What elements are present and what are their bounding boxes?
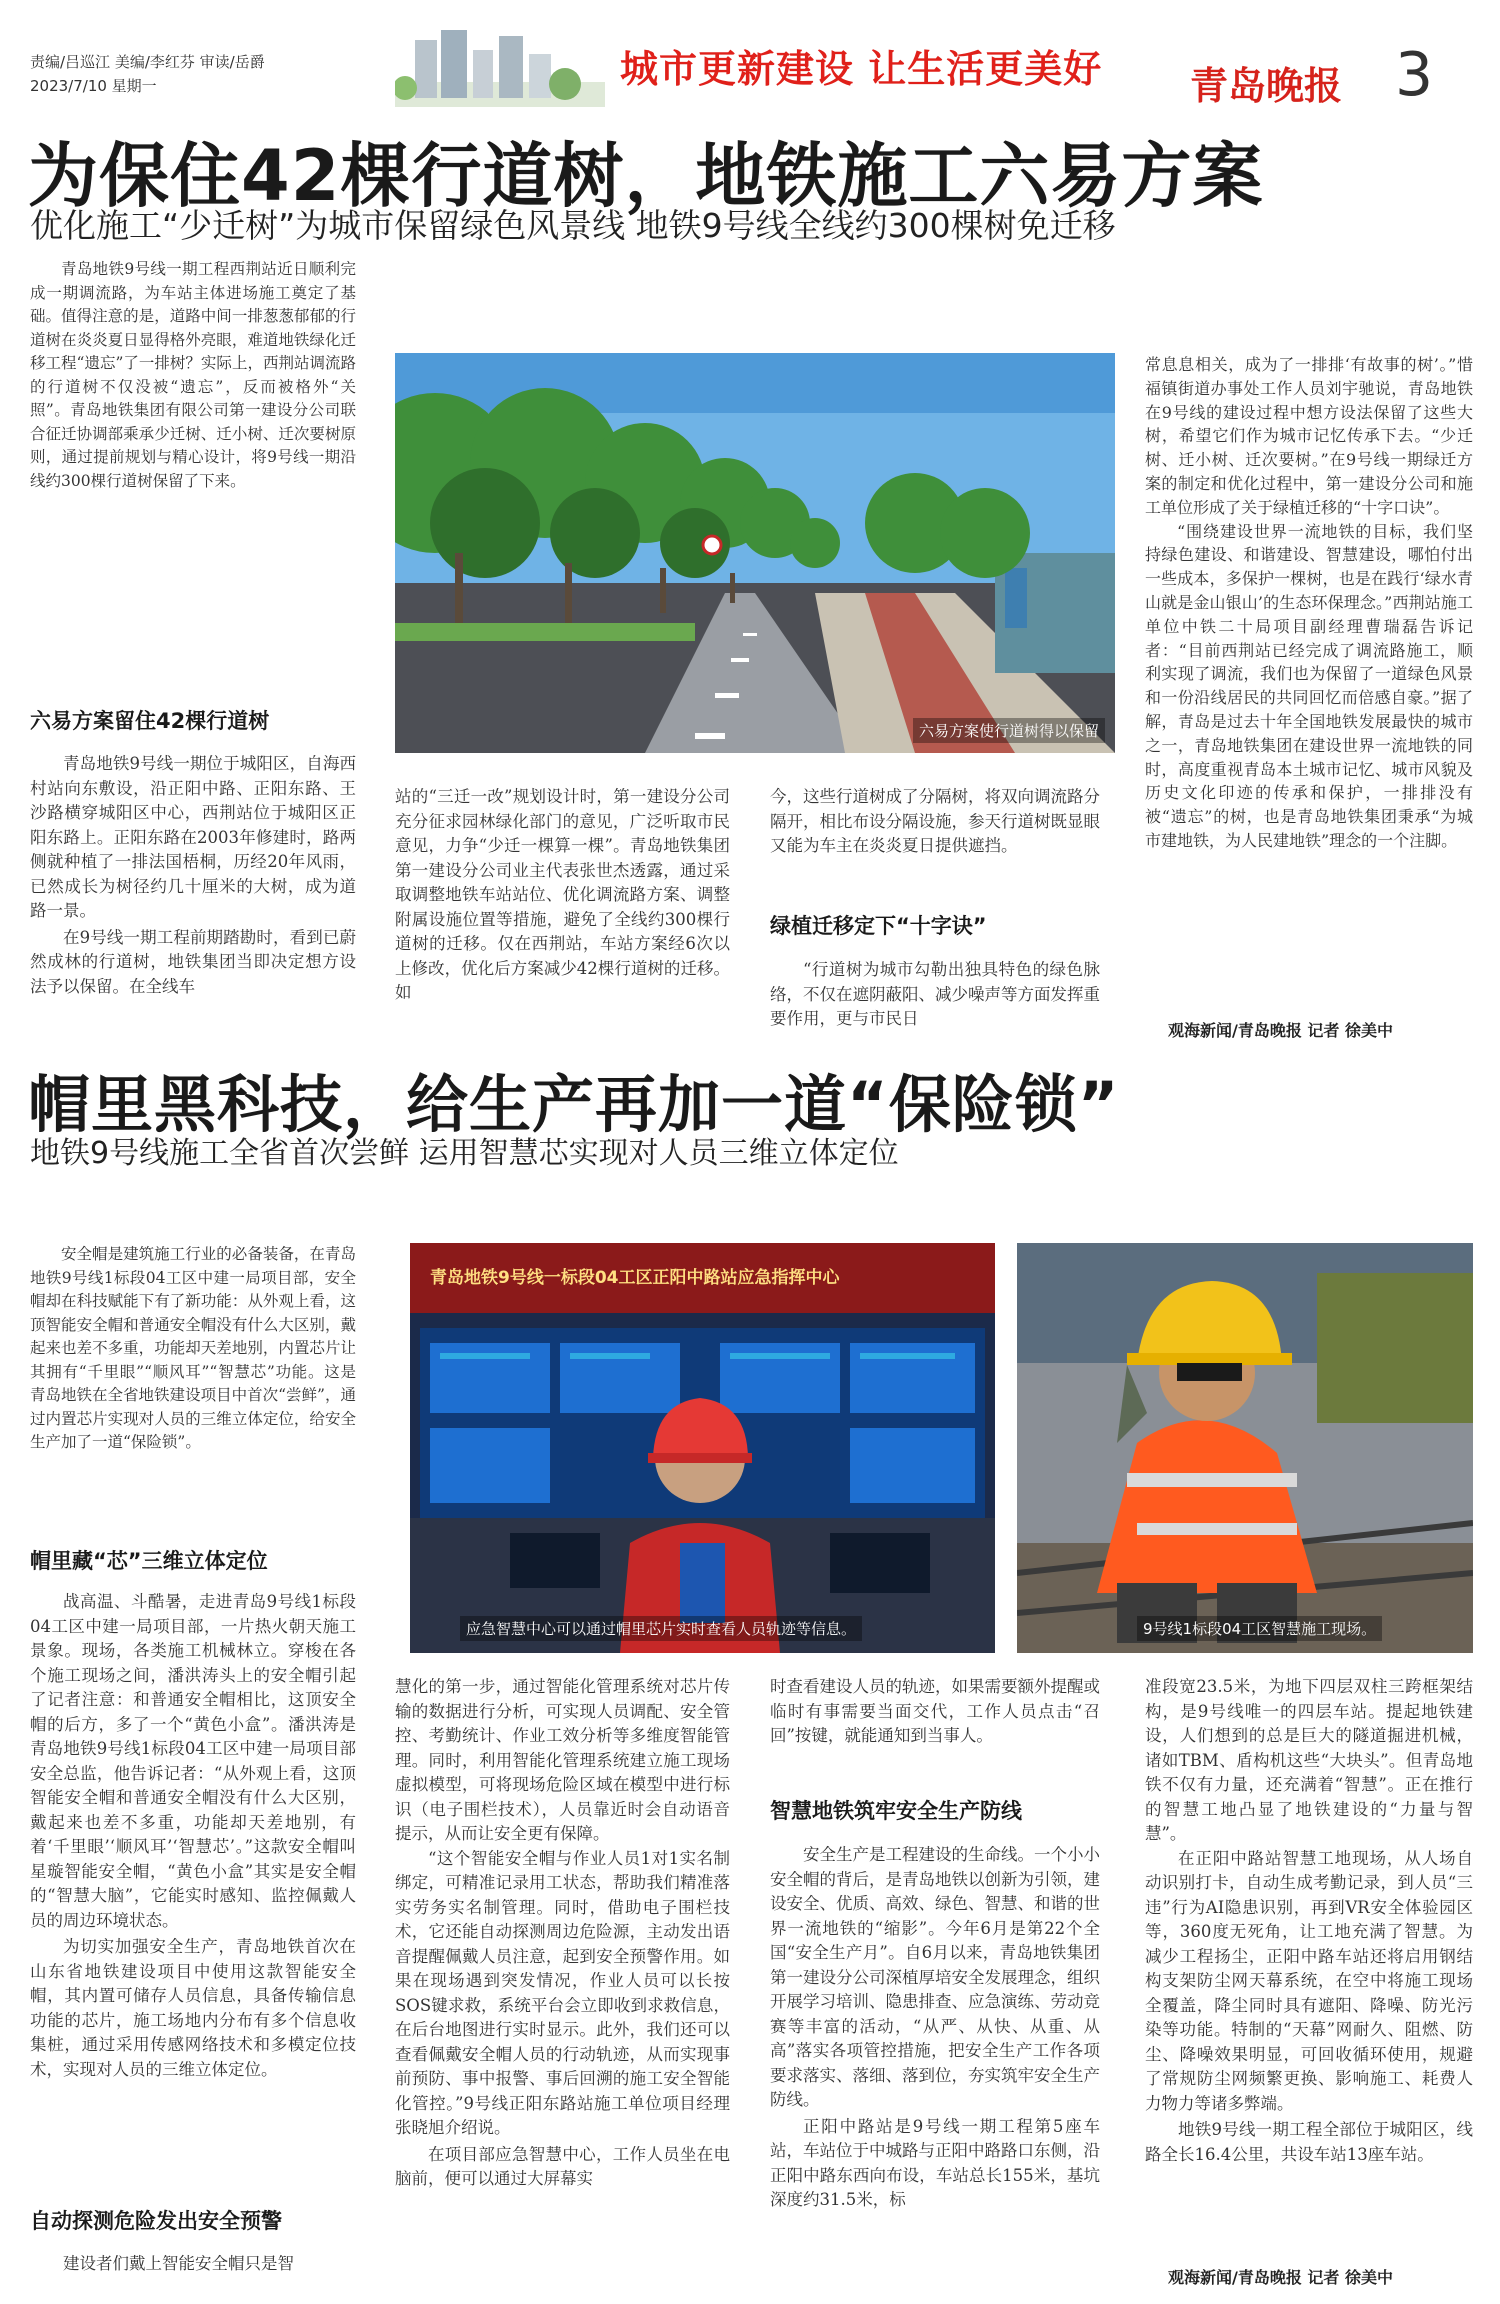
story2-column-3b: 安全生产是工程建设的生命线。一个小小安全帽的背后，是青岛地铁以创新为引领，建设安全、优质、高效、绿色、智慧、和谐的世界一流地铁的“缩影”。今年6月是第22个全国“安全生产月”。自6月以来，青岛地铁集团第一建设分公司深植厚培安全发展理念，组织开展学习培训、隐患排查、应急演练、劳动竞赛等丰富的活动，“从严、从快、从重、从高”落实各项管控措施，把安全生产工作各项要求落实、落细、落到位，夯实筑牢安全生产防线。 正阳中路站是9号线一期工程第5座车站，车站位于中城路与正阳中路路口东侧，沿正阳中路东西向布设，车站总长155米，基坑深度约31.5米，标 [770,1845,1100,2209]
road-trees-illustration [395,353,1115,753]
story2-column-1b: 建设者们戴上智能安全帽只是智 [63,2254,294,2273]
issue-date: 2023/7/10 星期一 [30,77,157,95]
story2-photo-command-center [410,1243,995,1653]
story1-intro: 青岛地铁9号线一期工程西荆站近日顺利完成一期调流路，为车站主体进场施工奠定了基础。值得注意的是，道路中间一排葱葱郁郁的行道树在炎炎夏日显得格外亮眼，难道地铁绿化迁移工程“遗忘”了一排树？实际上，西荆站调流路的行道树不仅没被“遗忘”，反而被格外“关照”。青岛地铁集团有限公司第一建设分公司联合征迁协调部乘承少迁树、迁小树、迁次要树原则，通过提前规划与精心设计，将9号线一期沿线约300棵行道树保留了下来。 [30,260,356,490]
story1-photo-road-trees [395,353,1115,753]
story2-intro: 安全帽是建筑施工行业的必备装备，在青岛地铁9号线1标段04工区中建一局项目部，安全帽却在科技赋能下有了新功能：从外观上看，这顶智能安全帽和普通安全帽没有什么大区别，戴起来也差不多重，功能却天差地别，内置芯片让其拥有“千里眼”“顺风耳”“智慧芯”功能。这是青岛地铁在全省地铁建设项目中首次“尝鲜”，通过内置芯片实现对人员的三维立体定位，给安全生产加了一道“保险锁”。 [30,1245,356,1451]
command-center-illustration [410,1243,995,1653]
story2-section-heading-1: 帽里藏“芯”三维立体定位 [30,1549,268,1573]
story2-section-heading-3: 智慧地铁筑牢安全生产防线 [770,1799,1022,1823]
story1-subheadline: 优化施工“少迁树”为城市保留绿色风景线 地铁9号线全线约300棵树免迁移 [30,206,1116,245]
story2-photo2-caption: 9号线1标段04工区智慧施工现场。 [1137,1616,1382,1641]
story1-photo-caption: 六易方案使行道树得以保留 [913,718,1105,743]
story1-column-3b: “行道树为城市勾勒出独具特色的绿色脉络，不仅在遮阴蔽阳、减少噪声等方面发挥重要作用，更与市民日 [770,960,1100,1028]
story2-column-2: 慧化的第一步，通过智能化管理系统对芯片传输的数据进行分析，可实现人员调配、安全管控、考勤统计、作业工效分析等多维度智能管理。同时，利用智能化管理系统建立施工现场虚拟模型，可将现场危险区域在模型中进行标识（电子围栏技术），人员靠近时会自动语音提示，从而让安全更有保障。 “这个智能安全帽与作业人员1对1实名制绑定，可精准记录用工状态，帮助我们精准落实劳务实名制管理。同时，借助电子围栏技术，它还能自动探测周边危险源，主动发出语音提醒佩戴人员注意，起到安全预警作用。如果在现场遇到突发情况，作业人员可以长按SOS键求救，系统平台会立即收到求救信息，在后台地图进行实时显示。此外，我们还可以查看佩戴安全帽人员的行动轨迹，从而实现事前预防、事中报警、事后回溯的施工安全智能化管控。”9号线正阳东路站施工单位项目经理张晓旭介绍说。 在项目部应急智慧中心，工作人员坐在电脑前，便可以通过大屏幕实 [395,1677,730,2188]
story2-byline: 观海新闻/青岛晚报 记者 徐美中 [1168,2268,1393,2287]
story2-subheadline: 地铁9号线施工全省首次尝鲜 运用智慧芯实现对人员三维立体定位 [30,1136,899,1171]
story2-column-3: 时查看建设人员的轨迹，如果需要额外提醒或临时有事需要当面交代，工作人员点击“召回”按键，就能通知到当事人。 [770,1677,1100,1745]
story1-byline: 观海新闻/青岛晚报 记者 徐美中 [1168,1021,1393,1040]
story1-column-1: 青岛地铁9号线一期位于城阳区，自海西村站向东敷设，沿正阳中路、正阳东路、王沙路横穿城阳区中心，西荆站位于城阳区正阳东路上。正阳东路在2003年修建时，路两侧就种植了一排法国梧桐，历经20年风雨，已然成长为树径约几十厘米的大树，成为道路一景。 在9号线一期工程前期踏勘时，看到已蔚然成林的行道树，地铁集团当即决定想方设法予以保留。在全线车 [30,754,356,996]
command-center-screen-title: 青岛地铁9号线一标段04工区正阳中路站应急指挥中心 [430,1268,840,1288]
story1-column-2: 站的“三迁一改”规划设计时，第一建设分公司充分征求园林绿化部门的意见，广泛听取市民意见，力争“少迁一棵算一棵”。青岛地铁集团第一建设分公司业主代表张世杰透露，通过采取调整地铁车站站位、优化调流路方案、调整附属设施位置等措施，避免了全线约300棵行道树的迁移。仅在西荆站，车站方案经6次以上修改，优化后方案减少42棵行道树的迁移。如 [395,787,730,1002]
story2-photo-worker [1017,1243,1473,1653]
story1-column-4: 常息息相关，成为了一排排‘有故事的树’。”惜福镇街道办事处工作人员刘宇驰说，青岛地铁在9号线的建设过程中想方设法保留了这些大树，希望它们作为城市记忆传承下去。“少迁树、迁小树、迁次要树。”在9号线一期绿迁方案的制定和优化过程中，第一建设分公司和施工单位形成了关于绿植迁移的“十字口诀”。 “围绕建设世界一流地铁的目标，我们坚持绿色建设、和谐建设、智慧建设，哪怕付出一些成本，多保护一棵树，也是在践行‘绿水青山就是金山银山’的生态环保理念。”西荆站施工单位中铁二十局项目副经理曹瑞磊告诉记者：“目前西荆站已经完成了调流路施工，顺利实现了调流，我们也为保留了一道绿色风景和一份沿线居民的共同回忆而倍感自豪。”据了解，青岛是过去十年全国地铁发展最快的城市之一，青岛地铁集团在建设世界一流地铁的同时，高度重视青岛本土城市记忆、城市风貌及历史文化印迹的传承和保护，一排排没有被“遗忘”的树，也是青岛地铁集团秉承“为城市建地铁，为人民建地铁”理念的一个注脚。 [1145,355,1473,850]
newspaper-logo: 青岛晚报 [1190,63,1343,108]
story1-section-heading-2: 绿植迁移定下“十字诀” [770,914,987,938]
story1-section-heading-1: 六易方案留住42棵行道树 [30,709,270,733]
story2-column-4: 准段宽23.5米，为地下四层双柱三跨框架结构，是9号线唯一的四层车站。提起地铁建设，人们想到的总是巨大的隧道掘进机械，诸如TBM、盾构机这些“大块头”。但青岛地铁不仅有力量，还充满着“智慧”。正在推行的智慧工地凸显了地铁建设的“力量与智慧”。 在正阳中路站智慧工地现场，从人场自动识别打卡，自动生成考勤记录，到人员“三违”行为AI隐患识别，再到VR安全体验园区等，360度无死角，让工地充满了智慧。为减少工程扬尘，正阳中路车站还将启用钢结构支架防尘网天幕系统，在空中将施工现场全覆盖，降尘同时具有遮阳、降噪、防光污染等功能。特制的“天幕”网耐久、阻燃、防尘、降噪效果明显，可回收循环使用，规避了常规防尘网频繁更换、影响施工、耗费人力物力等诸多弊端。 地铁9号线一期工程全部位于城阳区，线路全长16.4公里，共设车站13座车站。 [1145,1677,1473,2164]
story2-column-1: 战高温、斗酷暑，走进青岛9号线1标段04工区中建一局项目部，一片热火朝天施工景象。现场，各类施工机械林立。穿梭在各个施工现场之间，潘洪涛头上的安全帽引起了记者注意：和普通安全帽相比，这顶安全帽的后方，多了一个“黄色小盒”。潘洪涛是青岛地铁9号线1标段04工区中建一局项目部安全总监，他告诉记者：“从外观上看，这顶智能安全帽和普通安全帽没有什么大区别，戴起来也差不多重，功能却天差地别，有着‘千里眼’‘顺风耳’‘智慧芯’。”这款安全帽叫星璇智能安全帽，“黄色小盒”其实是安全帽的“智慧大脑”，它能实时感知、监控佩戴人员的周边环境状态。 为切实加强安全生产，青岛地铁首次在山东省地铁建设项目中使用这款智能安全帽，其内置可储存人员信息，具备传输信息功能的芯片，施工场地内分布有多个信息收集桩，通过采用传感网络技术和多模定位技术，实现对人员的三维立体定位。 [30,1592,356,2079]
page-number: 3 [1395,40,1434,110]
story2-photo1-caption: 应急智慧中心可以通过帽里芯片实时查看人员轨迹等信息。 [460,1616,862,1641]
worker-illustration [1017,1243,1473,1653]
story2-section-heading-2: 自动探测危险发出安全预警 [30,2209,282,2233]
editor-credits: 责编/吕巡江 美编/李红芬 审读/岳爵 [30,53,265,71]
story2-headline: 帽里黑科技，给生产再加一道“保险锁” [28,1068,1120,1141]
story1-headline: 为保住42棵行道树，地铁施工六易方案 [28,135,1264,217]
masthead-credits [30,50,265,98]
story1-column-3: 今，这些行道树成了分隔树，将双向调流路分隔开，相比布设分隔设施，参天行道树既显眼又能为车主在炎炎夏日提供遮挡。 [770,787,1100,855]
section-slogan: 城市更新建设 让生活更美好 [620,46,1103,91]
